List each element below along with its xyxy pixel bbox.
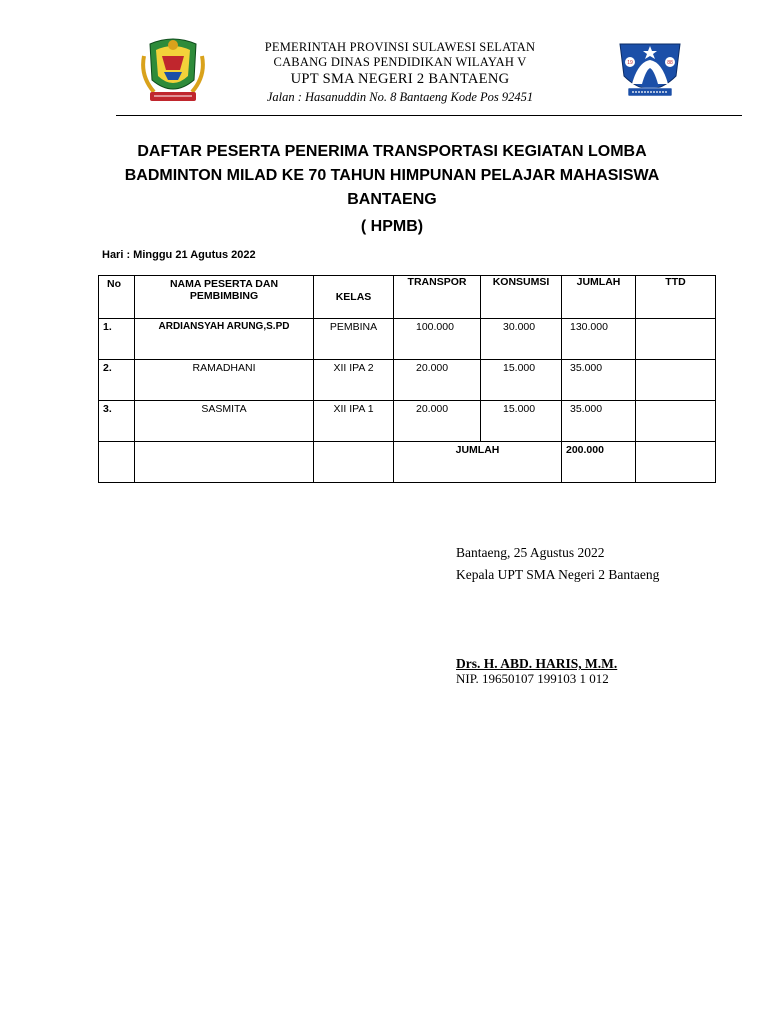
letterhead-line-2: CABANG DINAS PENDIDIKAN WILAYAH V [273,55,527,69]
row-no: 1. [99,319,135,360]
letterhead-line-1: PEMERINTAH PROVINSI SULAWESI SELATAN [264,40,536,54]
table-row [99,401,716,442]
letterhead-school-name: UPT SMA NEGERI 2 BANTAENG [290,71,510,87]
header-no: No [99,276,135,319]
row-transport: 100.000 [394,319,481,360]
total-empty-name [135,442,314,483]
emblem-year-right: 88 [667,60,673,66]
document-title: DAFTAR PESERTA PENERIMA TRANSPORTASI KEGIATAN LOMBA BADMINTON MILAD KE 70 TAHUN HIMPUNAN PELAJAR MAHASISWA BANTAENG [124,143,660,208]
letterhead-address: Jalan : Hasanuddin No. 8 Bantaeng Kode Pos 92451 [266,90,534,104]
row-consumption: 15.000 [481,360,562,401]
row-transport: 20.000 [394,401,481,442]
signatory-nip: NIP. 19650107 199103 1 012 [456,671,609,686]
row-name: SASMITA [135,401,314,442]
row-transport: 20.000 [394,360,481,401]
table-row [99,360,716,401]
row-name: ARDIANSYAH ARUNG,S.PD [135,319,314,360]
document-subtitle: ( HPMB) [360,218,424,235]
header-consumption: KONSUMSI [481,276,562,319]
total-label: JUMLAH [394,442,562,483]
header-name: NAMA PESERTA DAN PEMBIMBING [135,276,314,319]
row-no: 3. [99,401,135,442]
header-transport: TRANSPOR [394,276,481,319]
total-signature-cell [636,442,716,483]
total-value: 200.000 [562,442,636,483]
row-total: 35.000 [562,401,636,442]
row-total: 35.000 [562,360,636,401]
table-header-row [99,276,716,319]
row-signature-cell [636,319,716,360]
school-emblem-icon [616,36,684,104]
table-row [99,319,716,360]
row-name: RAMADHANI [135,360,314,401]
row-class: XII IPA 1 [314,401,394,442]
row-consumption: 15.000 [481,401,562,442]
signatory-name: Drs. H. ABD. HARIS, M.M. [456,656,618,671]
row-class: PEMBINA [314,319,394,360]
row-class: XII IPA 2 [314,360,394,401]
provincial-emblem-icon [140,36,206,104]
signature-place-date: Bantaeng, 25 Agustus 2022 [456,545,605,560]
letterhead [210,40,590,106]
event-day: Hari : Minggu 21 Agutus 2022 [102,249,256,261]
row-signature-cell [636,360,716,401]
signature-position: Kepala UPT SMA Negeri 2 Bantaeng [456,567,660,582]
total-empty-no [99,442,135,483]
header-signature: TTD [636,276,716,319]
row-total: 130.000 [562,319,636,360]
table-total-row [99,442,716,483]
header-class: KELAS [314,276,394,319]
letterhead-divider [116,115,742,116]
signature-block [456,542,659,586]
row-no: 2. [99,360,135,401]
total-empty-class [314,442,394,483]
row-consumption: 30.000 [481,319,562,360]
emblem-year-left: 19 [627,60,633,66]
header-total: JUMLAH [562,276,636,319]
row-signature-cell [636,401,716,442]
participant-table [98,275,716,483]
